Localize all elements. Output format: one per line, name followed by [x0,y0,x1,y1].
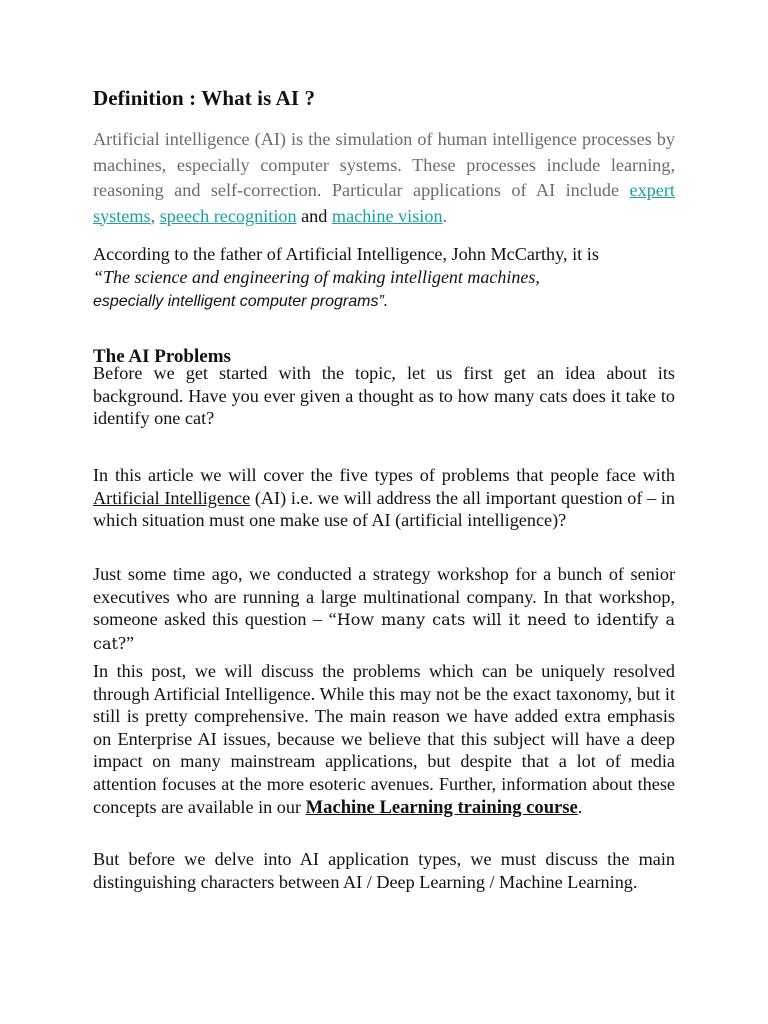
p4-text-after: . [577,796,583,817]
quote-open: “The science and [93,267,224,287]
artificial-intelligence-link[interactable]: Artificial Intelligence [93,487,251,508]
p4-text-before: In this post, we will discuss the problems which can be uniquely resolved through Artificial Intelligence. While this may not be the exact taxonomy, but it still is pretty comprehensive. The main reason we have added extra emphasis on Enterprise AI issues, because we believe that this subject will have a deep impact on many mainstream applications, but despite that a lot of media attention focuses at the more esoteric avenues. Further, information about these concepts are available in our [93,661,675,817]
intro-end: . [442,205,448,226]
p2-text-before: In this article we will cover the five types of problems that people face with [93,465,675,485]
machine-vision-link[interactable]: machine vision [331,205,443,226]
quote-lead: According to the father of Artificial Intelligence, John McCarthy, it is [93,244,599,264]
quote-line-1: engineering of making intelligent machines, [223,267,540,287]
mccarthy-quote [93,266,693,313]
p3-text-after: ?” [117,632,135,653]
paragraph-five-problems [93,464,675,532]
intro-paragraph [93,127,675,229]
paragraph-discussion [93,660,675,819]
section-heading: The AI Problems [93,346,231,367]
quote-end: . [383,291,389,310]
intro-text: Artificial intelligence (AI) is the simulation of human intelligence processes by machines, especially computer systems. These processes include learning, reasoning and self-correction. Particular applications of AI include [93,129,675,200]
speech-recognition-link[interactable]: speech recognition [159,205,297,226]
paragraph-distinguishing: But before we delve into AI application types, we must discuss the main distinguishing characters between AI / Deep Learning / Machine Learning. [93,849,675,892]
p2-text-after: (AI) i.e. we will address the all important question of – in which situation must one make use of AI (artificial intelligence)? [93,487,675,531]
expert-systems-link[interactable]: expert systems [93,180,675,226]
paragraph-workshop [93,563,675,655]
paragraph-background: Before we get started with the topic, let us first get an idea about its background. Have you ever given a thought as to how many cats does it take to identify one cat? [93,363,675,429]
page-title: Definition : What is AI ? [93,86,316,110]
p3-text-before: Just some time ago, we conducted a strategy workshop for a bunch of senior executives who are running a large multinational company. In that workshop, someone asked this question – “ [93,564,675,630]
intro-separator-2: and [296,205,332,226]
quote-line-2: especially intelligent computer programs” [93,293,384,310]
intro-separator-1: , [150,205,160,226]
ml-training-course-link[interactable]: Machine Learning training course [305,796,578,818]
p3-question: How many cats will it need to identify a cat [93,610,675,653]
